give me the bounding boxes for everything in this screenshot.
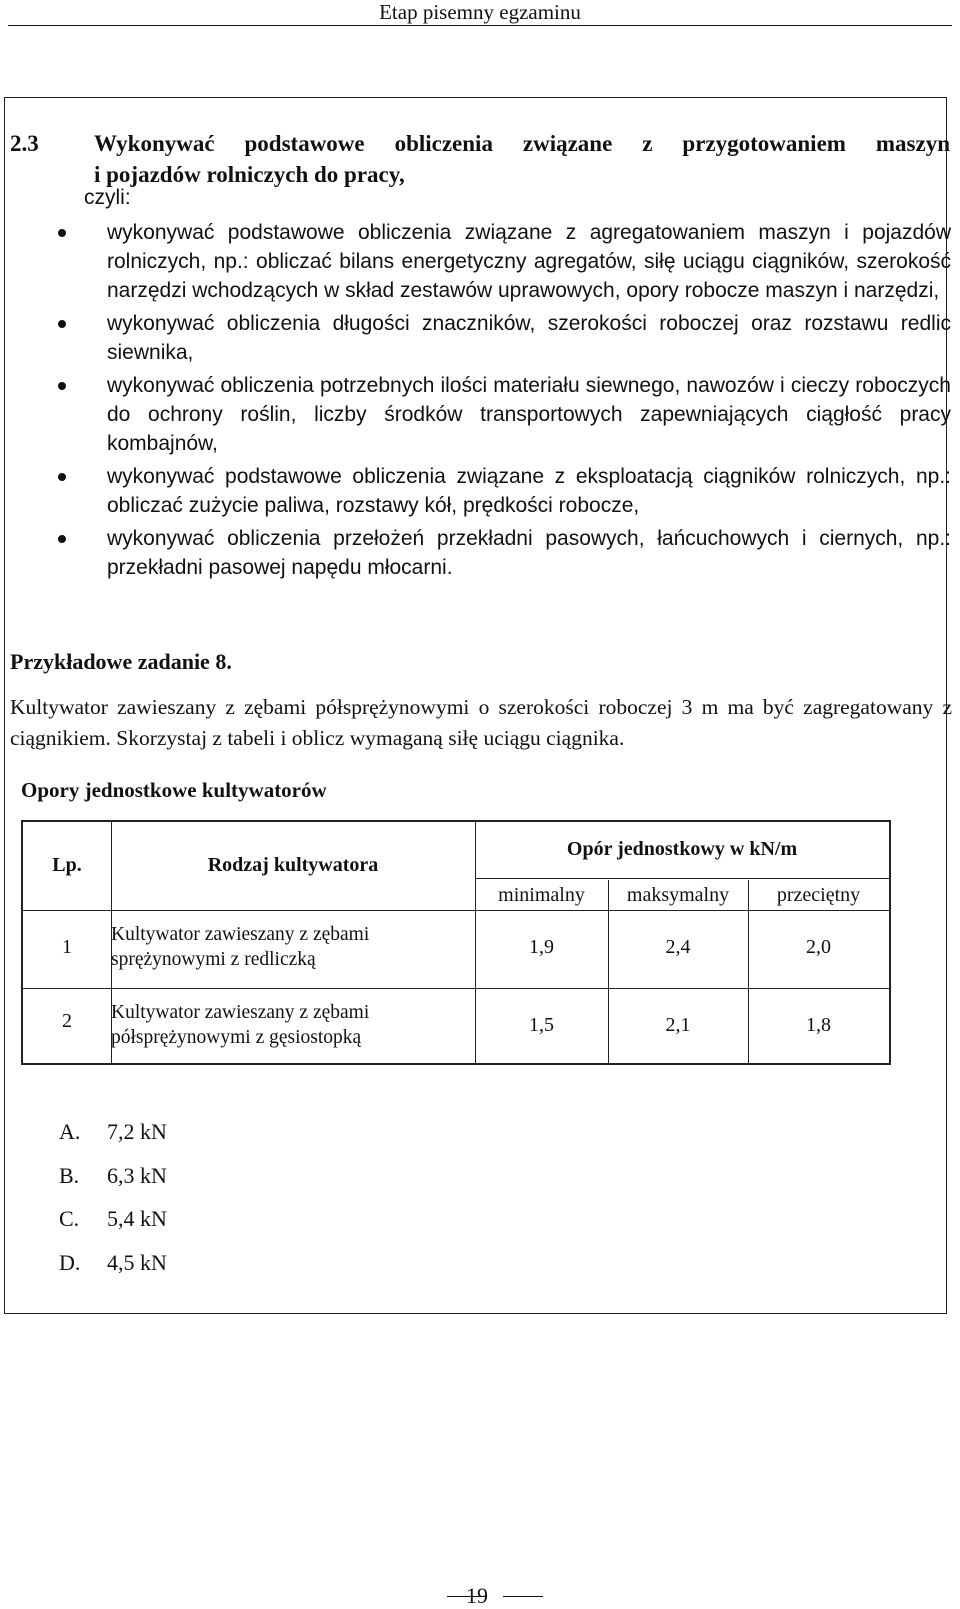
skills-list-item	[0, 218, 960, 305]
answer-option[interactable]	[59, 1197, 167, 1241]
bullet-icon	[58, 382, 66, 390]
table-cell-type-line: sprężynowymi z redliczką	[111, 949, 316, 970]
table-cell-max: 2,4	[665, 936, 691, 958]
task-title: Przykładowe zadanie 8.	[10, 649, 232, 674]
table-cell-type-line: półsprężynowymi z gęsiostopką	[111, 1027, 362, 1048]
table-subheader-divider	[475, 878, 889, 879]
answer-option[interactable]	[59, 1241, 167, 1285]
table-header-max: maksymalny	[626, 884, 730, 906]
bullet-icon	[58, 473, 66, 481]
answer-letter: C.	[59, 1206, 80, 1231]
bullet-icon	[58, 320, 66, 328]
table-cell-min: 1,9	[529, 936, 554, 958]
table-cell-lp: 2	[62, 1010, 72, 1032]
table-caption: Opory jednostkowe kultywatorów	[21, 778, 327, 802]
table-header-resistance: Opór jednostkowy w kN/m	[566, 838, 798, 860]
answer-text: 6,3 kN	[107, 1162, 167, 1188]
table-cell-max: 2,1	[665, 1014, 691, 1036]
table-row-divider	[23, 988, 889, 989]
resistance-table	[21, 820, 891, 1065]
page-number: 19	[466, 1583, 488, 1608]
section-intro: czyli:	[84, 186, 131, 209]
bullet-icon	[58, 229, 66, 237]
table-cell-avg: 1,8	[806, 1014, 831, 1036]
table-header-lp: Lp.	[52, 854, 82, 876]
table-header-type: Rodzaj kultywatora	[207, 854, 379, 876]
answer-options	[59, 1110, 167, 1284]
skills-list-item-text: wykonywać podstawowe obliczenia związane z eksploatacją ciągników rolniczych, np.: obliczać zużycie paliwa, rozstawy kół, prędkości robocze,	[107, 465, 951, 517]
skills-list-item-text: wykonywać obliczenia potrzebnych ilości materiału siewnego, nawozów i cieczy roboczych do ochrony roślin, liczby środków transportowych zapewniających ciągłość pracy kombajnów,	[107, 374, 951, 455]
task-body: Kultywator zawieszany z zębami półsprężynowymi o szerokości roboczej 3 m ma być zagregatowany z ciągnikiem. Skorzystaj z tabeli i oblicz wymaganą siłę uciągu ciągnika.	[10, 695, 952, 750]
answer-text: 4,5 kN	[107, 1249, 167, 1275]
section-number: 2.3	[10, 131, 39, 156]
skills-list-item	[0, 524, 960, 582]
bullet-icon	[58, 535, 66, 543]
answer-letter: A.	[59, 1119, 81, 1144]
section-title-line-2: i pojazdów rolniczych do pracy,	[94, 162, 405, 187]
skills-list	[0, 218, 960, 586]
running-header: Etap pisemny egzaminu	[379, 0, 581, 24]
table-cell-lp: 1	[62, 936, 72, 958]
answer-letter: B.	[59, 1162, 80, 1188]
skills-list-item-text: wykonywać obliczenia przełożeń przekładni pasowych, łańcuchowych i ciernych, np.: przekładni pasowej napędu młocarni.	[107, 527, 951, 579]
section-title-line-1: Wykonywać podstawowe obliczenia związane z przygotowaniem maszyn	[94, 131, 950, 156]
table-cell-type-line: Kultywator zawieszany z zębami	[111, 924, 370, 945]
header-divider	[8, 25, 952, 26]
answer-option[interactable]	[59, 1154, 167, 1198]
table-header-divider	[23, 910, 889, 911]
table-cell-type	[111, 922, 369, 972]
skills-list-item	[0, 371, 960, 458]
table-cell-avg: 2,0	[806, 936, 831, 958]
skills-list-item-text: wykonywać obliczenia długości znaczników, szerokości roboczej oraz rozstawu redlic siewnika,	[107, 312, 951, 364]
skills-list-item-text: wykonywać podstawowe obliczenia związane z agregatowaniem maszyn i pojazdów rolniczych, np.: obliczać bilans energetyczny agregatów, siłę uciągu ciągników, szerokość narzędzi wchodzących w skład zestawów uprawowych, opory robocze maszyn i narzędzi,	[107, 221, 951, 302]
answer-letter: D.	[59, 1249, 81, 1275]
answer-text: 5,4 kN	[107, 1206, 167, 1231]
answer-text: 7,2 kN	[107, 1119, 167, 1144]
table-cell-type-line: Kultywator zawieszany z zębami	[111, 1002, 370, 1023]
table-header-min: minimalny	[498, 884, 585, 906]
skills-list-item	[0, 309, 960, 367]
table-cell-type	[111, 1000, 369, 1050]
answer-option[interactable]	[59, 1110, 167, 1154]
footer-dash-right	[503, 1596, 543, 1597]
table-header-avg: przeciętny	[776, 884, 861, 906]
table-cell-min: 1,5	[529, 1014, 554, 1036]
skills-list-item	[0, 462, 960, 520]
